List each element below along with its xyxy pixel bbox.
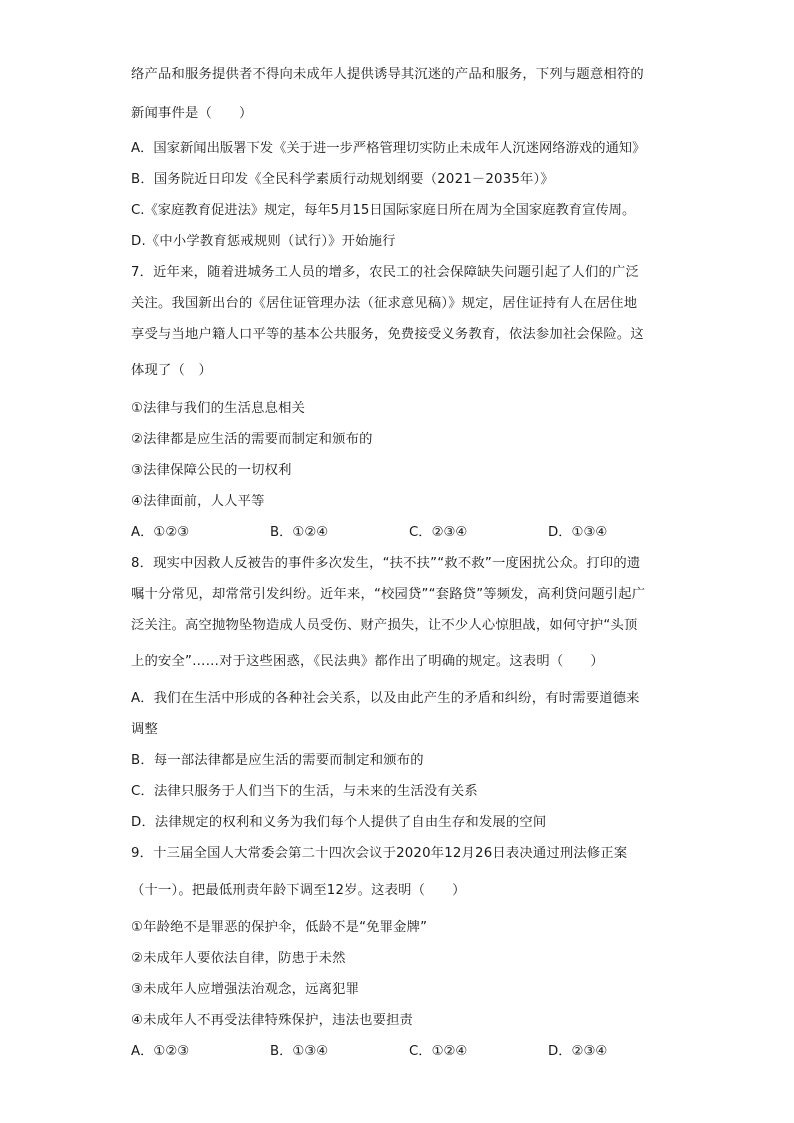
q9-statement-2: ②未成年人要依法自律，防患于未然 <box>131 951 346 966</box>
q8-stem-line-2: 嘱十分常见，却常常引发纠纷。近年来，“校园贷”“套路贷”等频发，高利贷问题引起广 <box>131 587 646 602</box>
q7-stem-line-4: 体现了（ ） <box>131 363 212 378</box>
q9-stem-line-2: （十一）。把最低刑责年龄下调至12岁。这表明（ ） <box>131 883 466 898</box>
q9-choice-c: C．①②④ <box>409 1044 468 1059</box>
q8-option-b: B．每一部法律都是应生活的需要而制定和颁布的 <box>131 753 424 768</box>
q9-choice-b: B．①③④ <box>270 1044 329 1059</box>
q7-statement-1: ①法律与我们的生活息息相关 <box>131 401 306 416</box>
q6-option-a: A．国家新闻出版署下发《关于进一步严格管理切实防止未成年人沉迷网络游戏的通知》 <box>131 141 646 156</box>
q9-statement-1: ①年龄绝不是罪恶的保护伞，低龄不是“免罪金牌” <box>131 920 428 935</box>
q7-choice-a: A．①②③ <box>131 525 190 540</box>
q8-stem-line-4: 上的安全”……对于这些困惑，《民法典》都作出了明确的规定。这表明（ ） <box>131 654 604 669</box>
q8-option-c: C．法律只服务于人们当下的生活，与未来的生活没有关系 <box>131 784 478 799</box>
q7-statement-3: ③法律保障公民的一切权利 <box>131 463 292 478</box>
q8-option-a-line-1: A．我们在生活中形成的各种社会关系，以及由此产生的矛盾和纠纷，有时需要道德来 <box>131 691 640 706</box>
q7-choice-b: B．①②④ <box>270 525 329 540</box>
q7-stem-line-3: 享受与当地户籍人口平等的基本公共服务，免费接受义务教育，依法参加社会保险。这 <box>131 327 644 342</box>
q9-statement-4: ④未成年人不再受法律特殊保护，违法也要担责 <box>131 1013 414 1028</box>
q7-stem-line-1: 7．近年来，随着进城务工人员的增多，农民工的社会保障缺失问题引起了人们的广泛 <box>131 265 640 280</box>
q6-option-b: B．国务院近日印发《全民科学素质行动规划纲要（2021－2035年）》 <box>131 172 554 187</box>
q9-choice-d: D．②③④ <box>548 1044 608 1059</box>
q7-choice-d: D．①③④ <box>548 525 608 540</box>
q6-stem-line-2: 新闻事件是（ ） <box>131 106 253 121</box>
q6-option-d: D.《中小学教育惩戒规则（试行）》开始施行 <box>131 234 396 249</box>
q6-stem-line-1: 络产品和服务提供者不得向未成年人提供诱导其沉迷的产品和服务，下列与题意相符的 <box>131 67 644 82</box>
q7-stem-line-2: 关注。我国新出台的《居住证管理办法（征求意见稿）》规定，居住证持有人在居住地 <box>131 296 638 311</box>
q7-statement-2: ②法律都是应生活的需要而制定和颁布的 <box>131 432 373 447</box>
q8-stem-line-1: 8．现实中因救人反被告的事件多次发生，“扶不扶”“救不救”一度困扰公众。打印的遗 <box>131 556 641 571</box>
q9-stem-line-1: 9．十三届全国人大常委会第二十四次会议于2020年12月26日表决通过刑法修正案 <box>131 846 628 861</box>
q8-stem-line-3: 泛关注。高空抛物坠物造成人员受伤、财产损失，让不少人心惊胆战，如何守护“头顶 <box>131 618 638 633</box>
q6-option-c: C.《家庭教育促进法》规定，每年5月15日国际家庭日所在周为全国家庭教育宣传周。 <box>131 203 636 218</box>
q9-statement-3: ③未成年人应增强法治观念，远离犯罪 <box>131 982 360 997</box>
q7-choice-c: C．②③④ <box>409 525 468 540</box>
q8-option-d: D．法律规定的权利和义务为我们每个人提供了自由生存和发展的空间 <box>131 815 547 830</box>
q8-option-a-line-2: 调整 <box>131 722 158 737</box>
q9-choice-a: A．①②③ <box>131 1044 190 1059</box>
q7-statement-4: ④法律面前，人人平等 <box>131 494 265 509</box>
